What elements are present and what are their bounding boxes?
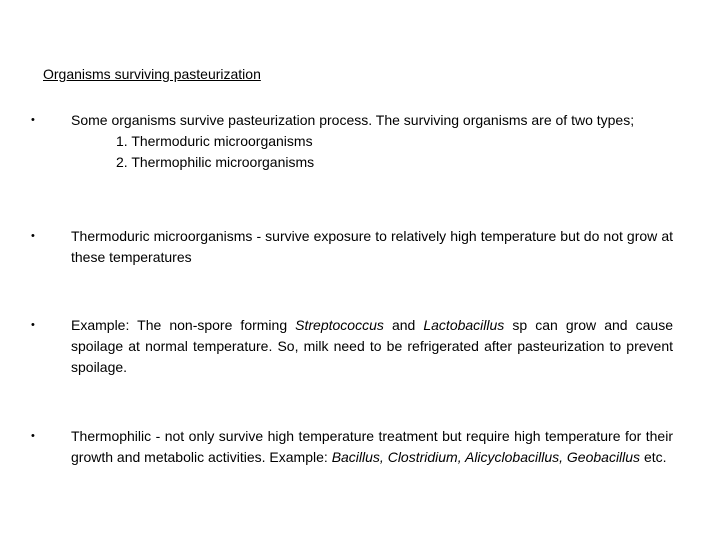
bullet-dot: • xyxy=(31,319,35,331)
genus-name: Lactobacillus xyxy=(423,317,505,333)
text-run: etc. xyxy=(640,449,667,465)
bullet-item xyxy=(31,226,673,268)
text-run: Thermophilic - not only survive high temperature treatment but require high temperature for their growth and metabolic activities. Example: xyxy=(71,428,673,465)
bullet-text: Thermoduric microorganisms - survive exposure to relatively high temperature but do not grow at these temperatures xyxy=(71,228,673,265)
bullet-item xyxy=(31,426,673,468)
text-run: sp can grow and cause spoilage at normal temperature. So, milk need to be refrigerated after pasteurization to prevent spoilage. xyxy=(71,317,673,375)
text-run: and xyxy=(383,317,424,333)
bullet-text xyxy=(71,315,673,378)
genus-name: Streptococcus xyxy=(295,317,384,333)
bullet-item xyxy=(31,110,673,173)
sub-list-item: 2. Thermophilic microorganisms xyxy=(116,154,315,170)
bullet-text xyxy=(71,426,673,468)
page-title: Organisms surviving pasteurization xyxy=(43,66,261,82)
bullet-dot: • xyxy=(31,430,35,442)
genus-names: Bacillus, Clostridium, Alicyclobacillus, Geobacillus xyxy=(331,449,641,465)
bullet-dot: • xyxy=(31,230,35,242)
bullet-text-body: Some organisms survive pasteurization process. The surviving organisms are of two types; xyxy=(71,112,635,128)
text-run: Example: The non-spore forming xyxy=(71,317,296,333)
sub-list xyxy=(71,131,673,173)
bullet-dot: • xyxy=(31,114,35,126)
bullet-text xyxy=(71,110,673,173)
bullet-item xyxy=(31,315,673,378)
sub-list-item: 1. Thermoduric microorganisms xyxy=(116,133,313,149)
